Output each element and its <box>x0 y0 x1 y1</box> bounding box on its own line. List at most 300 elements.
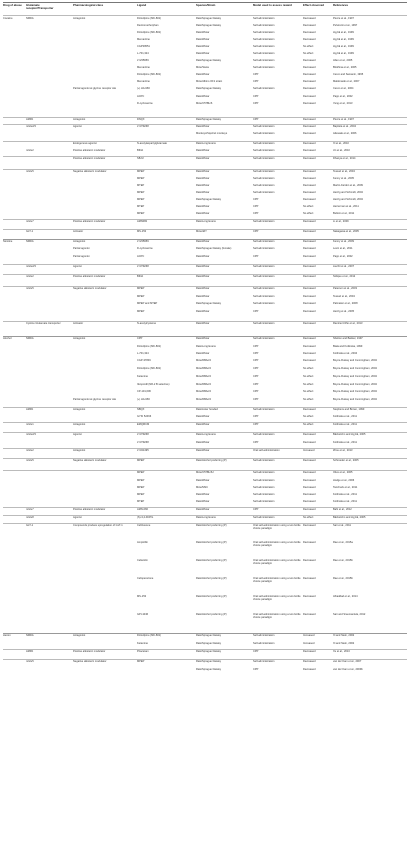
cell-effect: Decreased <box>303 184 316 187</box>
cell-model: CPP <box>253 650 259 653</box>
cell-effect: No effect <box>303 415 314 418</box>
cell-model: Self-administration <box>253 132 275 135</box>
cell-class: Activator <box>73 230 84 233</box>
table-row <box>3 265 407 273</box>
cell-effect: Decreased <box>303 24 316 27</box>
cell-reference: Ramirez-Niño et al., 2013 <box>333 322 363 325</box>
cell-reference: Papp et al., 2002 <box>333 95 353 98</box>
cell-ligand: L-701,324 <box>137 352 149 355</box>
cell-reference: Herzig and Schmidt, 2004 <box>333 198 363 201</box>
table-row <box>3 247 407 255</box>
cell-class: Negative allosteric modulator <box>73 287 107 290</box>
cell-reference: van der Kam et al., 2007 <box>333 660 362 663</box>
cell-ligand: MTEP <box>137 205 145 208</box>
cell-effect: Decreased <box>303 287 316 290</box>
cell-model: Self-administration <box>253 45 275 48</box>
cell-receptor: GLT-1 <box>26 524 34 527</box>
cell-species: Rats/Wistar <box>196 255 210 258</box>
table-row <box>3 595 407 603</box>
cell-class: Positive allosteric modulator <box>73 157 106 160</box>
cell-effect: Decreased <box>303 247 316 250</box>
cell-species: Rats/Alcohol preferring (P) <box>196 459 227 462</box>
cell-ligand: MS-153 <box>137 230 147 233</box>
cell-model: Self-administration <box>253 38 275 41</box>
cell-effect: Decreased <box>303 125 316 128</box>
cell-ligand: Ketamine <box>137 375 148 378</box>
cell-ligand: BINA <box>137 275 144 278</box>
cell-species: Rats/Wistar <box>196 508 210 511</box>
cell-reference: Adewale et al., 2006 <box>333 132 357 135</box>
cell-ligand: MPEP <box>137 177 145 180</box>
cell-ligand: LY235959 <box>137 59 149 62</box>
cell-effect: No effect <box>303 423 314 426</box>
cell-reference: Sari and Sreemantula, 2012 <box>333 613 366 616</box>
cell-species: Rats/Wistar <box>196 500 210 503</box>
cell-species: Rats/Alcohol preferring (P) <box>196 524 227 527</box>
cell-species: Rats/Wistar <box>196 149 210 152</box>
cell-model: Self-administration <box>253 142 275 145</box>
cell-species: Rats/Wistar <box>196 191 210 194</box>
cell-model: Self-administration <box>253 265 275 268</box>
cell-ligand: GYKI 52466 <box>137 415 152 418</box>
cell-species: Rats/Sprague Dawley <box>196 24 222 27</box>
cell-ligand: LY341495 <box>137 449 149 452</box>
cell-model: Self-administration <box>253 184 275 187</box>
cell-species: Rats/Wistar <box>196 265 210 268</box>
cell-ligand: MPEP <box>137 660 145 663</box>
cell-effect: Decreased <box>303 660 316 663</box>
header-ligand: Ligand <box>137 3 147 7</box>
cell-class: Agonist <box>73 125 82 128</box>
table-row <box>3 322 407 330</box>
cell-model: Self-administration <box>253 295 275 298</box>
cell-ligand: Piracetam <box>137 650 149 653</box>
cell-effect: Decreased <box>303 559 316 562</box>
cell-species: Mice/DBA/2J <box>196 390 211 393</box>
cell-species: Rats/Long Evans <box>196 220 216 223</box>
cell-ligand: MTEP <box>137 500 145 503</box>
cell-model: CPP <box>253 367 259 370</box>
cell-model: CPP <box>253 390 259 393</box>
cell-ligand: L-701,324 <box>137 52 149 55</box>
cell-ligand: Memantine <box>137 38 150 41</box>
cell-model: Self-administration <box>253 337 275 340</box>
cell-receptor: mGlu2 <box>26 275 34 278</box>
cell-reference: Allen et al., 2005 <box>333 59 353 62</box>
cell-species: Rats/Wistar <box>196 449 210 452</box>
cell-model: Self-administration <box>253 59 275 62</box>
cell-species: Monkeys/Squirrel monkeys <box>196 132 228 135</box>
cell-receptor: mGlu2/3 <box>26 125 36 128</box>
table-row <box>3 660 407 668</box>
cell-ligand: Ceftriaxone <box>137 524 151 527</box>
cell-drug: Alcohol <box>3 337 12 340</box>
cell-effect: Decreased <box>303 240 316 243</box>
cell-ligand: Ketamine <box>137 642 148 645</box>
cell-class: Endogenous agonist <box>73 142 97 145</box>
cell-reference: Boyce-Rustay and Cunningham, 2004 <box>333 383 377 386</box>
cell-reference: van der Kam et al., 2009b <box>333 668 363 671</box>
cell-effect: Decreased <box>303 95 316 98</box>
cell-model: Self-administration <box>253 24 275 27</box>
cell-species: Rats/Long Evans <box>196 516 216 519</box>
cell-model: Self-administration <box>253 408 275 411</box>
cell-species: Rats/Sprague Dawley <box>196 634 222 637</box>
cell-species: Mice/DBA/2J <box>196 367 211 370</box>
cell-drug: Nicotine <box>3 240 13 243</box>
cell-effect: Decreased <box>303 486 316 489</box>
cell-model: Self-administration <box>253 642 275 645</box>
cell-model: Self-administration <box>253 66 275 69</box>
cell-ligand: MPEP <box>137 310 145 313</box>
cell-ligand: D-cycloserine <box>137 102 153 105</box>
cell-effect: Increased <box>303 642 315 645</box>
cell-model: Oral self-administration using a two bottle choice paradigm <box>253 559 301 565</box>
cell-ligand: D-cycloserine <box>137 247 153 250</box>
cell-class: Positive allosteric modulator <box>73 149 106 152</box>
table-row <box>3 337 407 345</box>
cell-effect: Decreased <box>303 17 316 20</box>
cell-reference: Hyytiä et al., 1999 <box>333 52 354 55</box>
cell-species: Rats/Wistar <box>196 322 210 325</box>
cell-ligand: MS-153 <box>137 595 147 598</box>
cell-ligand: MPEP <box>137 493 145 496</box>
table-row <box>3 471 407 479</box>
cell-reference: Rao et al., 2015a <box>333 541 353 544</box>
cell-model: Self-administration <box>253 125 275 128</box>
cell-class: Antagonist <box>73 337 86 340</box>
cell-model: Self-administration <box>253 634 275 637</box>
cell-model: Oral self-administration using a two bottle choice paradigm <box>253 541 301 547</box>
cell-reference: Dhanya et al., 2014 <box>333 157 356 160</box>
cell-class: Partial agonist <box>73 255 90 258</box>
cell-effect: Decreased <box>303 220 316 223</box>
cell-reference: Sidique et al., 2012 <box>333 275 356 278</box>
cell-model: Self-administration <box>253 516 275 519</box>
cell-class: Antagonist <box>73 240 86 243</box>
cell-effect: Decreased <box>303 230 316 233</box>
cell-reference: Bahi et al., 2012 <box>333 508 352 511</box>
cell-effect: Decreased <box>303 191 316 194</box>
cell-effect: Decreased <box>303 479 316 482</box>
cell-species: Rats/Sprague Dawley (female) <box>196 247 232 250</box>
cell-ligand: MPEP <box>137 287 145 290</box>
cell-species: Mice/Swiss <box>196 66 209 69</box>
table-row <box>3 375 407 383</box>
cell-model: Self-administration <box>253 302 275 305</box>
cell-model: Oral self-administration using a two bottle choice paradigm <box>253 595 301 601</box>
cell-effect: Decreased <box>303 322 316 325</box>
cell-effect: Decreased <box>303 295 316 298</box>
cell-ligand: MPEP <box>137 170 145 173</box>
cell-species: Rats/Wistar <box>196 212 210 215</box>
cell-species: Rats/Alcohol preferring (P) <box>196 577 227 580</box>
cell-class: Positive allosteric modulator <box>73 220 106 223</box>
cell-ligand: MPEP <box>137 295 145 298</box>
cell-ligand: DNQX <box>137 118 145 121</box>
cell-reference: Hodge et al., 2006 <box>333 479 355 482</box>
table-row <box>3 559 407 567</box>
cell-species: Rats/Wistar <box>196 157 210 160</box>
cell-model: Self-administration <box>253 149 275 152</box>
cell-species: Rats/Wistar <box>196 240 210 243</box>
cell-effect: Decreased <box>303 59 316 62</box>
cell-model: CPP <box>253 398 259 401</box>
cell-drug: Heroin <box>3 634 11 637</box>
cell-model: CPP <box>253 230 259 233</box>
cell-effect: Decreased <box>303 433 316 436</box>
cell-reference: Hyytiä et al., 1999 <box>333 38 354 41</box>
cell-ligand: LY235959 <box>137 240 149 243</box>
cell-reference: Cervo et al., 2004 <box>333 87 354 90</box>
cell-reference: Schroeder et al., 2005 <box>333 459 359 462</box>
header-references: References <box>333 3 349 7</box>
cell-class: Partial agonist <box>73 247 90 250</box>
cell-species: Mice/MSC <box>196 486 208 489</box>
cell-effect: Decreased <box>303 265 316 268</box>
cell-ligand: CP-101,606 <box>137 390 151 393</box>
table-row <box>3 650 407 658</box>
cell-ligand: AMN-082 <box>137 508 148 511</box>
cell-species: Mice/C57BL/6J <box>196 471 214 474</box>
cell-model: Self-administration <box>253 493 275 496</box>
cell-reference: Tessari et al., 2004 <box>333 295 355 298</box>
cell-receptor: AMPA <box>26 118 34 121</box>
cell-class: Activator <box>73 322 84 325</box>
cell-reference: Jin et al., 2010 <box>333 149 350 152</box>
cell-effect: Decreased <box>303 524 316 527</box>
cell-model: Self-administration <box>253 31 275 34</box>
cell-ligand: Ampicillin <box>137 541 148 544</box>
cell-class: Negative allosteric modulator <box>73 170 107 173</box>
cell-effect: Decreased <box>303 302 316 305</box>
cell-model: Self-administration <box>253 500 275 503</box>
cell-reference: Biała and Kotlinska, 1999 <box>333 345 363 348</box>
cell-ligand: Memantine <box>137 80 150 83</box>
cell-species: Rats/Sprague Dawley <box>196 198 222 201</box>
cell-effect: Decreased <box>303 157 316 160</box>
cell-model: Oral self-administration <box>253 449 280 452</box>
cell-effect: Decreased <box>303 275 316 278</box>
cell-drug: Cocaine <box>3 17 13 20</box>
cell-effect: Decreased <box>303 650 316 653</box>
cell-species: Rats/Wistar <box>196 441 210 444</box>
cell-reference: Kenny et al., 2005 <box>333 177 354 180</box>
table-row <box>3 102 407 110</box>
header-drug: Drug of abuse <box>3 3 22 7</box>
cell-receptor: mGlu7 <box>26 220 34 223</box>
cell-effect: No effect <box>303 212 314 215</box>
cell-receptor: NMDA <box>26 17 34 20</box>
cell-effect: Decreased <box>303 408 316 411</box>
cell-effect: Decreased <box>303 577 316 580</box>
cell-ligand: Ifenprodil (NR-2 B selective) <box>137 383 170 386</box>
cell-ligand: Dizocilpine (MK-801) <box>137 73 162 76</box>
cell-effect: Decreased <box>303 595 316 598</box>
cell-receptor: AMPA <box>26 408 34 411</box>
cell-species: Rats/Wistar <box>196 52 210 55</box>
table-row <box>3 541 407 549</box>
cell-effect: Increased <box>303 634 315 637</box>
cell-model: Oral self-administration using a two bottle choice paradigm <box>253 524 301 530</box>
cell-ligand: MPEP <box>137 471 145 474</box>
cell-model: Self-administration <box>253 486 275 489</box>
cell-effect: Decreased <box>303 471 316 474</box>
cell-model: Self-administration <box>253 275 275 278</box>
cell-species: Rats/Long Evans <box>196 345 216 348</box>
cell-receptor: mGlu5 <box>26 459 34 462</box>
cell-reference: Hyytiä et al., 1999 <box>333 31 354 34</box>
cell-species: Rats/Wistar <box>196 95 210 98</box>
cell-effect: No effect <box>303 383 314 386</box>
cell-model: Self-administration <box>253 157 275 160</box>
cell-reference: Bulloni et al., 2011 <box>333 212 355 215</box>
cell-ligand: Cefazolin <box>137 559 148 562</box>
cell-ligand: MPEP <box>137 459 145 462</box>
cell-effect: Decreased <box>303 177 316 180</box>
cell-species: Rats/Wistar <box>196 38 210 41</box>
cell-species: Rats/Alcohol preferring (P) <box>196 559 227 562</box>
table-row <box>3 459 407 467</box>
cell-reference: Stephens and Brown, 1999 <box>333 408 365 411</box>
cell-receptor: NMDA <box>26 337 34 340</box>
cell-receptor: AMPA <box>26 650 34 653</box>
cell-effect: Decreased <box>303 352 316 355</box>
cell-receptor: mGlu2 <box>26 449 34 452</box>
cell-effect: No effect <box>303 45 314 48</box>
cell-model: CPP <box>253 423 259 426</box>
cell-reference: Kotlinska et al., 2011 <box>333 493 357 496</box>
cell-reference: Nakagawa et al., 2005 <box>333 230 359 233</box>
cell-class: Partial agonist at glycine receptor site <box>73 398 117 401</box>
table-row <box>3 577 407 585</box>
table-row <box>3 255 407 263</box>
cell-effect: Decreased <box>303 149 316 152</box>
table-row <box>3 287 407 295</box>
cell-effect: Decreased <box>303 31 316 34</box>
cell-reference: Papp et al., 2002 <box>333 255 353 258</box>
cell-model: CPP <box>253 441 259 444</box>
cell-ligand: SB-M <box>137 157 144 160</box>
table <box>3 2 407 844</box>
cell-model: CPP <box>253 375 259 378</box>
table-row <box>3 668 407 676</box>
cell-receptor: mGlu1 <box>26 423 34 426</box>
cell-ligand: ACPC <box>137 95 145 98</box>
cell-model: CPP <box>253 668 259 671</box>
table-row <box>3 642 407 650</box>
cell-receptor: Cystine Glutamate transporter <box>26 322 61 325</box>
cell-species: Mice/DBA/2J <box>196 359 211 362</box>
cell-class: Antagonist <box>73 634 86 637</box>
cell-class: Antagonist <box>73 449 86 452</box>
cell-model: Oral self-administration using a two bottle choice paradigm <box>253 577 301 583</box>
cell-model: Self-administration <box>253 191 275 194</box>
cell-reference: Xu et al., 2013 <box>333 650 350 653</box>
table-row <box>3 132 407 140</box>
cell-effect: Decreased <box>303 359 316 362</box>
cell-model: Self-administration <box>253 322 275 325</box>
cell-species: Rats/Wistar <box>196 423 210 426</box>
cell-ligand: Dizocilpine (MK-801) <box>137 17 162 20</box>
cell-ligand: LY379268 <box>137 441 149 444</box>
cell-reference: Boyce-Rustay and Cunningham, 2004 <box>333 390 377 393</box>
cell-reference: Kotlinska et al., 2011 <box>333 423 357 426</box>
cell-species: Rats/Sprague Dawley <box>196 650 222 653</box>
cell-reference: Shelton and Balster, 1997 <box>333 337 363 340</box>
cell-effect: No effect <box>303 375 314 378</box>
cell-reference: Palmatier et al., 2008 <box>333 302 358 305</box>
cell-class: Positive allosteric modulator <box>73 650 106 653</box>
cell-model: CPP <box>253 415 259 418</box>
table-row <box>3 149 407 157</box>
cell-effect: No effect <box>303 367 314 370</box>
cell-model: Self-administration <box>253 433 275 436</box>
cell-model: CPP <box>253 73 259 76</box>
cell-receptor: GLT-1 <box>26 230 34 233</box>
cell-effect: Decreased <box>303 73 316 76</box>
cell-ligand: Dizocilpine (MK-801) <box>137 367 162 370</box>
table-row <box>3 449 407 457</box>
table-row <box>3 634 407 642</box>
table-row <box>3 367 407 375</box>
cell-receptor: mGlu5 <box>26 287 34 290</box>
cell-reference: Herzig and Schmidt, 2004 <box>333 191 363 194</box>
cell-model: CPP <box>253 352 259 355</box>
cell-model: CPP <box>253 212 259 215</box>
cell-species: Rats/Wistar <box>196 184 210 187</box>
cell-effect: Decreased <box>303 310 316 313</box>
cell-class: Antagonist <box>73 408 86 411</box>
cell-model: Self-administration <box>253 220 275 223</box>
cell-reference: Levin et al., 2011 <box>333 247 353 250</box>
cell-reference: Cervo and Samanin, 1995 <box>333 73 364 76</box>
cell-species: Rats/Alcohol preferring (P) <box>196 613 227 616</box>
cell-reference: Herzig et al., 2005 <box>333 310 355 313</box>
cell-model: CPP <box>253 255 259 258</box>
cell-effect: Decreased <box>303 508 316 511</box>
cell-reference: Sari et al., 2011 <box>333 524 351 527</box>
cell-reference: Kotlinska et al., 2004 <box>333 352 358 355</box>
cell-reference: Pulvirenti et al., 1997 <box>333 24 358 27</box>
cell-species: Rats/Sprague Dawley <box>196 87 222 90</box>
cell-effect: Decreased <box>303 459 316 462</box>
cell-ligand: LY379268 <box>137 265 149 268</box>
cell-effect: Decreased <box>303 87 316 90</box>
cell-ligand: ACPC <box>137 255 145 258</box>
cell-ligand: Dizocilpine (MK-801) <box>137 31 162 34</box>
cell-species: Rats/Alcohol preferring (P) <box>196 595 227 598</box>
cell-effect: Increased <box>303 449 315 452</box>
cell-ligand: Memantine <box>137 66 150 69</box>
cell-species: Rats/Wistar <box>196 337 210 340</box>
cell-model: CPP <box>253 198 259 201</box>
cell-reference: Kotlinska et al., 2011 <box>333 500 357 503</box>
cell-model: Self-administration <box>253 247 275 250</box>
cell-reference: Blokhina et al., 2005 <box>333 66 357 69</box>
cell-effect: Decreased <box>303 500 316 503</box>
cell-class: Positive allosteric modulator <box>73 275 106 278</box>
table-row <box>3 359 407 367</box>
cell-reference: Xi and Stein, 2002 <box>333 642 355 645</box>
cell-model: Self-administration <box>253 660 275 663</box>
table-row <box>3 87 407 95</box>
cell-receptor: NMDA <box>26 240 34 243</box>
cell-reference: Xi et al., 2010 <box>333 142 349 145</box>
cell-effect: No effect <box>303 516 314 519</box>
cell-effect: Decreased <box>303 198 316 201</box>
cell-receptor: mGlu2 <box>26 149 34 152</box>
